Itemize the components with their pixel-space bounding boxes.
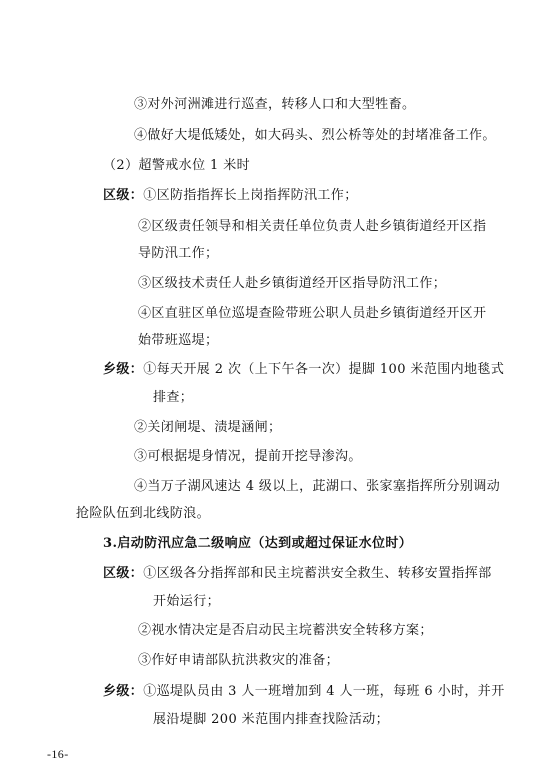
body-line: ②区级责任领导和相关责任单位负责人赴乡镇街道经开区指: [138, 219, 487, 234]
township-level-line: [103, 683, 505, 701]
district-level-line: [103, 187, 358, 205]
body-line: ④当万子湖风速达 4 级以上，茈湖口、张家塞指挥所分别调动: [134, 479, 501, 494]
body-line: 展沿堤脚 200 米范围内排查找险活动；: [153, 712, 390, 727]
body-line: 始带班巡堤；: [138, 333, 219, 348]
body-text: ①区防指指挥长上岗指挥防汛工作；: [143, 188, 358, 203]
township-level-line: [103, 361, 504, 379]
page-number: -16-: [47, 747, 69, 761]
body-line: 排查；: [153, 390, 194, 405]
body-line: ④区直驻区单位巡堤查险带班公职人员赴乡镇街道经开区开: [138, 306, 487, 321]
township-level-label: 乡级：: [103, 684, 144, 699]
body-text: ①每天开展 2 次（上下午各一次）提脚 100 米范围内地毯式: [143, 362, 505, 377]
body-line: ④做好大堤低矮处，如大码头、烈公桥等处的封堵准备工作。: [134, 128, 496, 143]
subsection-heading: （2）超警戒水位 1 米时: [103, 158, 251, 173]
body-text: ①区级各分指挥部和民主垸蓄洪安全救生、转移安置指挥部: [143, 566, 492, 581]
body-line: 导防汛工作；: [138, 246, 219, 261]
section-heading: 3.启动防汛应急二级响应（达到或超过保证水位时）: [103, 536, 413, 551]
body-line: 开始运行；: [153, 594, 221, 609]
body-line: ③对外河洲滩进行巡查，转移人口和大型牲畜。: [134, 97, 416, 112]
district-level-label: 区级：: [103, 188, 144, 203]
body-line: ③可根据堤身情况，提前开挖导渗沟。: [134, 449, 362, 464]
district-level-label: 区级：: [103, 566, 144, 581]
body-line: ②关闭闸堤、渍堤涵闸；: [134, 420, 282, 435]
body-line: ③作好申请部队抗洪救灾的准备；: [138, 653, 340, 668]
township-level-label: 乡级：: [103, 362, 144, 377]
body-line: 抢险队伍到北线防浪。: [76, 506, 211, 521]
district-level-line: [103, 565, 492, 583]
body-line: ②视水情决定是否启动民主垸蓄洪安全转移方案；: [138, 623, 433, 638]
body-text: ①巡堤队员由 3 人一班增加到 4 人一班，每班 6 小时，并开: [143, 684, 505, 699]
body-line: ③区级技术责任人赴乡镇街道经开区指导防汛工作；: [138, 276, 447, 291]
